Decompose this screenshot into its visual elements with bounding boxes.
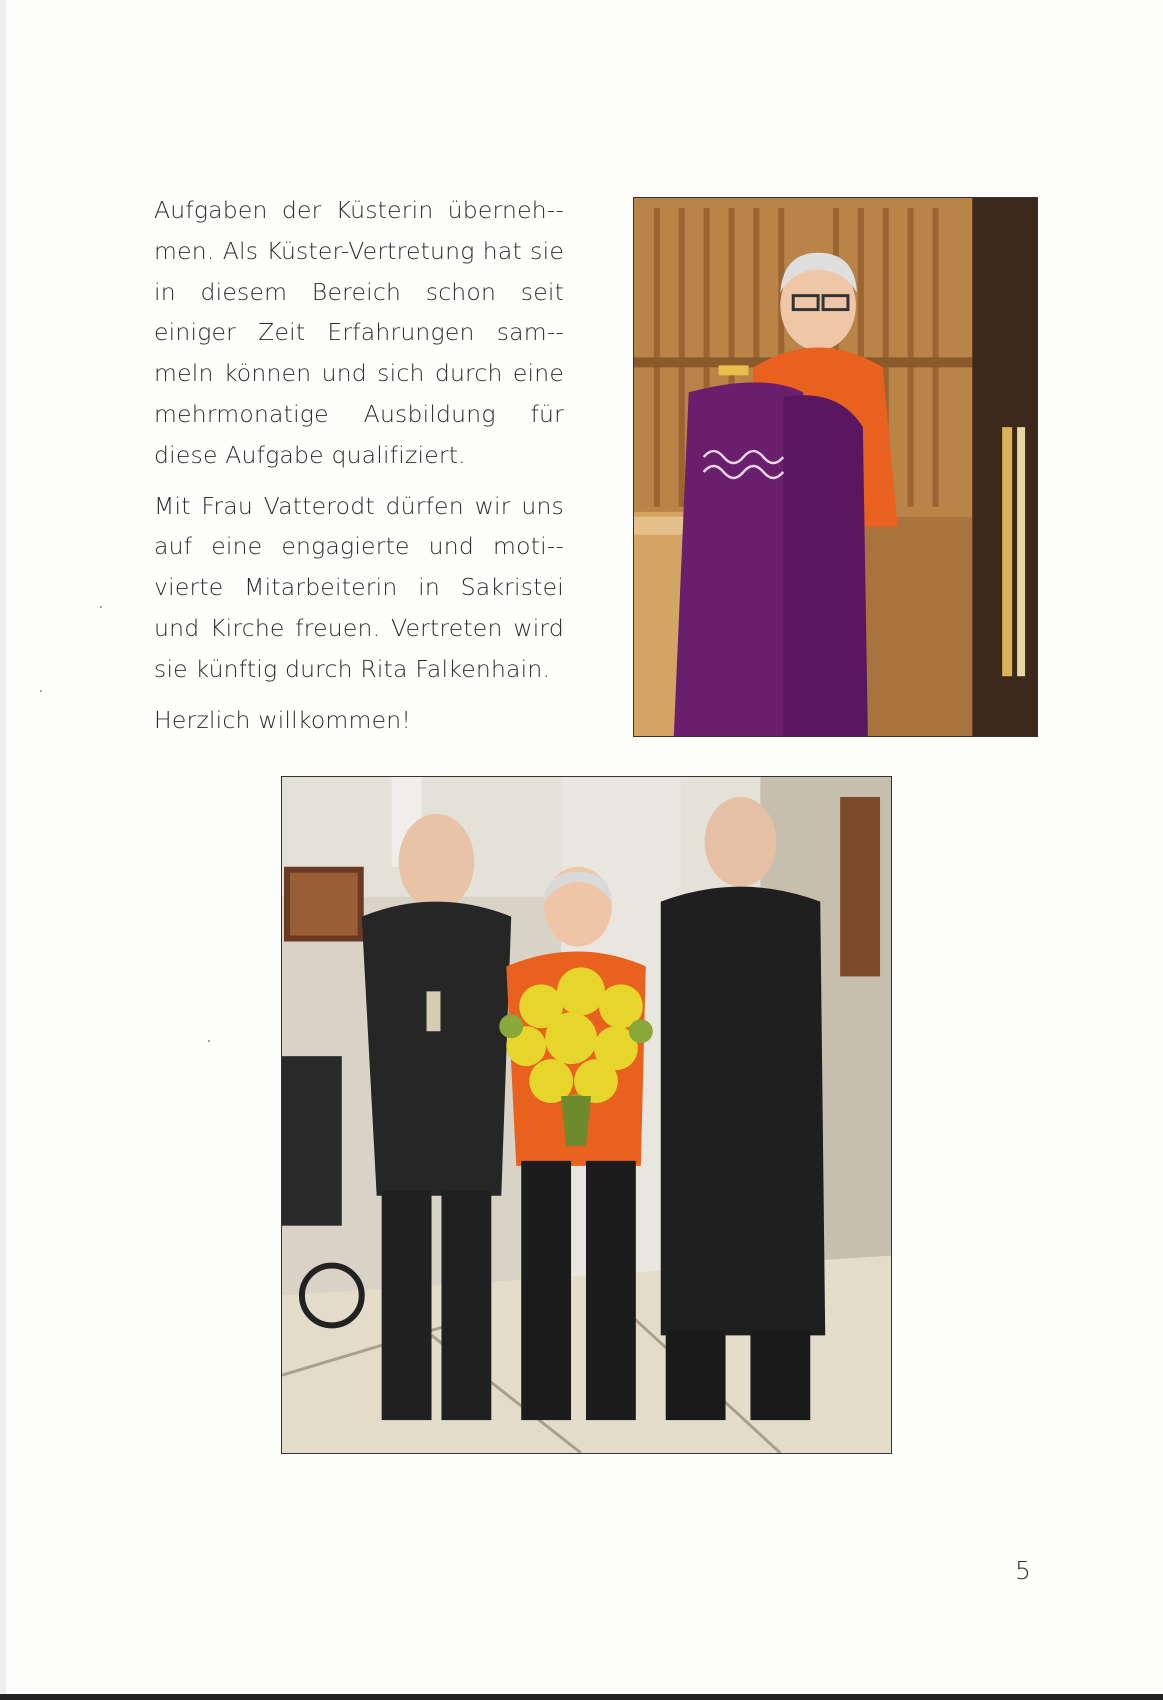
page-number: 5	[1015, 1556, 1031, 1585]
scan-speck	[100, 606, 102, 608]
paragraph-2: Mit Frau Vatterodt dürfen wir uns auf eine engagierte und moti-vierte Mitarbeiterin in Sakristei und Kirche freuen. Vertreten wird sie künftig durch Rita Falkenhain.	[154, 491, 564, 683]
photo-sacristan-with-vestment	[633, 197, 1038, 737]
scan-speck	[208, 1040, 210, 1042]
article-text	[154, 190, 564, 750]
photo-welcome-with-bouquet	[281, 776, 892, 1454]
scan-edge	[0, 0, 6, 1700]
paragraph-3: Herzlich willkommen!	[154, 705, 411, 734]
paragraph-1: Aufgaben der Küsterin überneh-men. Als Küster-Vertretung hat sie in diesem Bereich schon seit einiger Zeit Erfahrungen sam-meln können und sich durch eine mehrmonatige Ausbildung für diese Aufgabe qualifiziert.	[154, 196, 564, 469]
scan-speck	[40, 690, 42, 692]
scan-bottom-edge	[0, 1694, 1163, 1700]
